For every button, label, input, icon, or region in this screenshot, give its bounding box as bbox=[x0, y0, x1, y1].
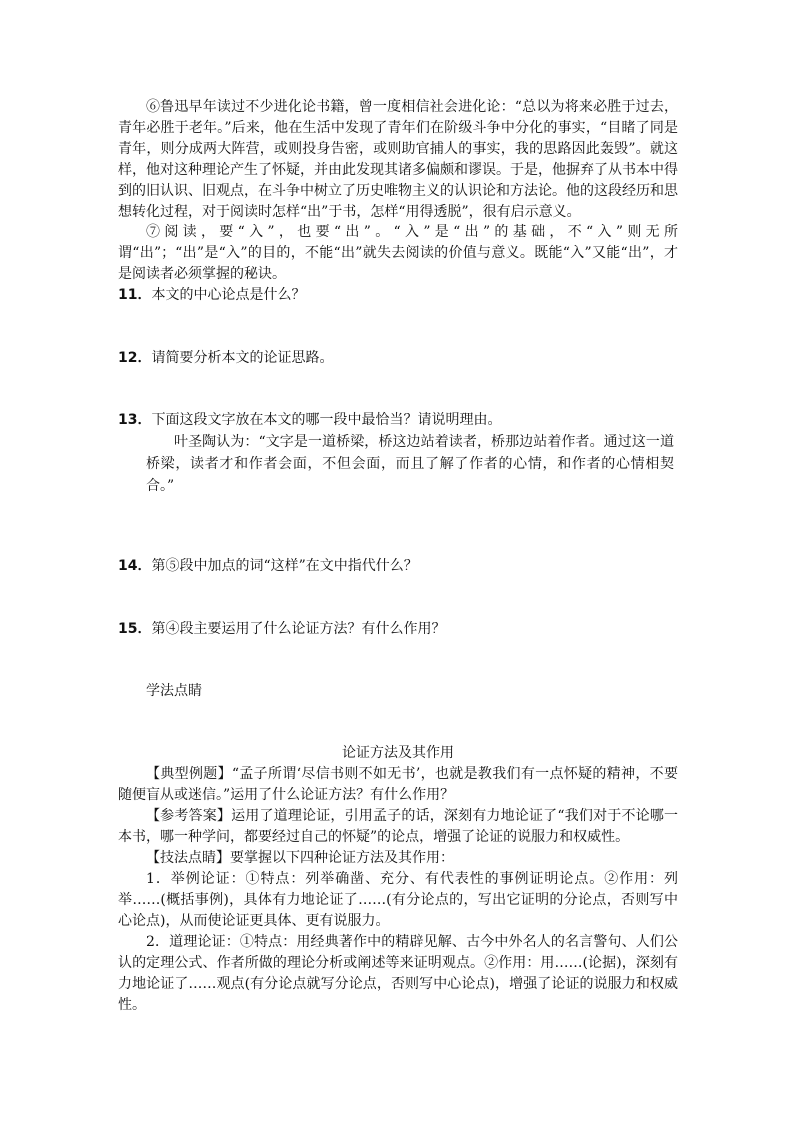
example-question-text: 【典型例题】“孟子所谓‘尽信书则不如无书’，也就是教我们有一点怀疑的精神，不要随便盲从或迷信。”运用了什么论证方法？有什么作用？ bbox=[118, 766, 678, 803]
section-label: 学法点睛 bbox=[146, 683, 202, 699]
question-number: 15． bbox=[118, 621, 152, 637]
example-answer-text: 【参考答案】运用了道理论证，引用孟子的话，深刻有力地论证了“我们对于不论哪一本书，哪一种学问，都要经过自己的怀疑”的论点，增强了论证的说服力和权威性。 bbox=[118, 808, 678, 845]
paragraph-6-text: ⑥鲁迅早年读过不少进化论书籍，曾一度相信社会进化论：“总以为将来必胜于过去，青年必胜于老年。”后来，他在生活中发现了青年们在阶级斗争中分化的事实，“目睹了同是青年，则分成两大阵营，或则投身告密，或则助官捕人的事实，我的思路因此轰毁”。就这样，他对这种理论产生了怀疑，并由此发现其诸多偏颇和谬误。于是，他摒弃了从书本中得到的旧认识、旧观点，在斗争中树立了历史唯物主义的认识论和方法论。他的这段经历和思想转化过程，对于阅读时怎样“出”于书，怎样“用得透脱”，很有启示意义。 bbox=[118, 99, 678, 220]
question-number: 11． bbox=[118, 287, 152, 303]
section-title: 论证方法及其作用 bbox=[342, 745, 454, 761]
question-text: 第④段主要运用了什么论证方法？有什么作用？ bbox=[151, 621, 446, 637]
question-13-quote bbox=[146, 431, 674, 497]
paragraph-7 bbox=[118, 222, 678, 285]
question-text: 第⑤段中加点的词“这样”在文中指代什么？ bbox=[151, 558, 418, 574]
method-1 bbox=[118, 869, 678, 932]
example-answer bbox=[118, 806, 678, 848]
method-2 bbox=[118, 932, 678, 1016]
question-15 bbox=[118, 619, 678, 640]
question-11 bbox=[118, 285, 678, 306]
question-12 bbox=[118, 348, 678, 369]
method-1-text: 1．举例论证：①特点：列举确凿、充分、有代表性的事例证明论点。②作用：列举……(概括事例)，具体有力地论证了……(有分论点的，写出它证明的分论点，否则写中心论点)，从而使论证更具体、更有说服力。 bbox=[118, 871, 678, 929]
question-text: 请简要分析本文的论证思路。 bbox=[151, 350, 334, 366]
question-text: 下面这段文字放在本文的哪一段中最恰当？请说明理由。 bbox=[151, 412, 502, 428]
quote-text: 叶圣陶认为：“文字是一道桥梁，桥这边站着读者，桥那边站着作者。通过这一道桥梁，读者才和作者会面，不但会面，而且了解了作者的心情，和作者的心情相契合。” bbox=[146, 434, 674, 494]
technique-tip bbox=[118, 848, 678, 869]
question-13 bbox=[118, 410, 678, 431]
technique-tip-text: 【技法点睛】要掌握以下四种论证方法及其作用： bbox=[146, 850, 454, 866]
paragraph-7-text: ⑦阅读，要“入”，也要“出”。“入”是“出”的基础，不“入”则无所谓“出”；“出”是“入”的目的，不能“出”就失去阅读的价值与意义。既能“入”又能“出”，才是阅读者必须掌握的秘诀。 bbox=[118, 224, 678, 282]
question-14 bbox=[118, 556, 678, 577]
question-text: 本文的中心论点是什么？ bbox=[151, 287, 306, 303]
paragraph-6 bbox=[118, 97, 678, 223]
example-question bbox=[118, 764, 678, 806]
question-number: 13． bbox=[118, 412, 152, 428]
method-2-text: 2．道理论证：①特点：用经典著作中的精辟见解、古今中外名人的名言警句、人们公认的定理公式、作者所做的理论分析或阐述等来证明观点。②作用：用……(论据)，深刻有力地论证了……观点(有分论点就写分论点，否则写中心论点)，增强了论证的说服力和权威性。 bbox=[118, 934, 678, 1013]
question-number: 12． bbox=[118, 350, 152, 366]
question-number: 14． bbox=[118, 558, 152, 574]
